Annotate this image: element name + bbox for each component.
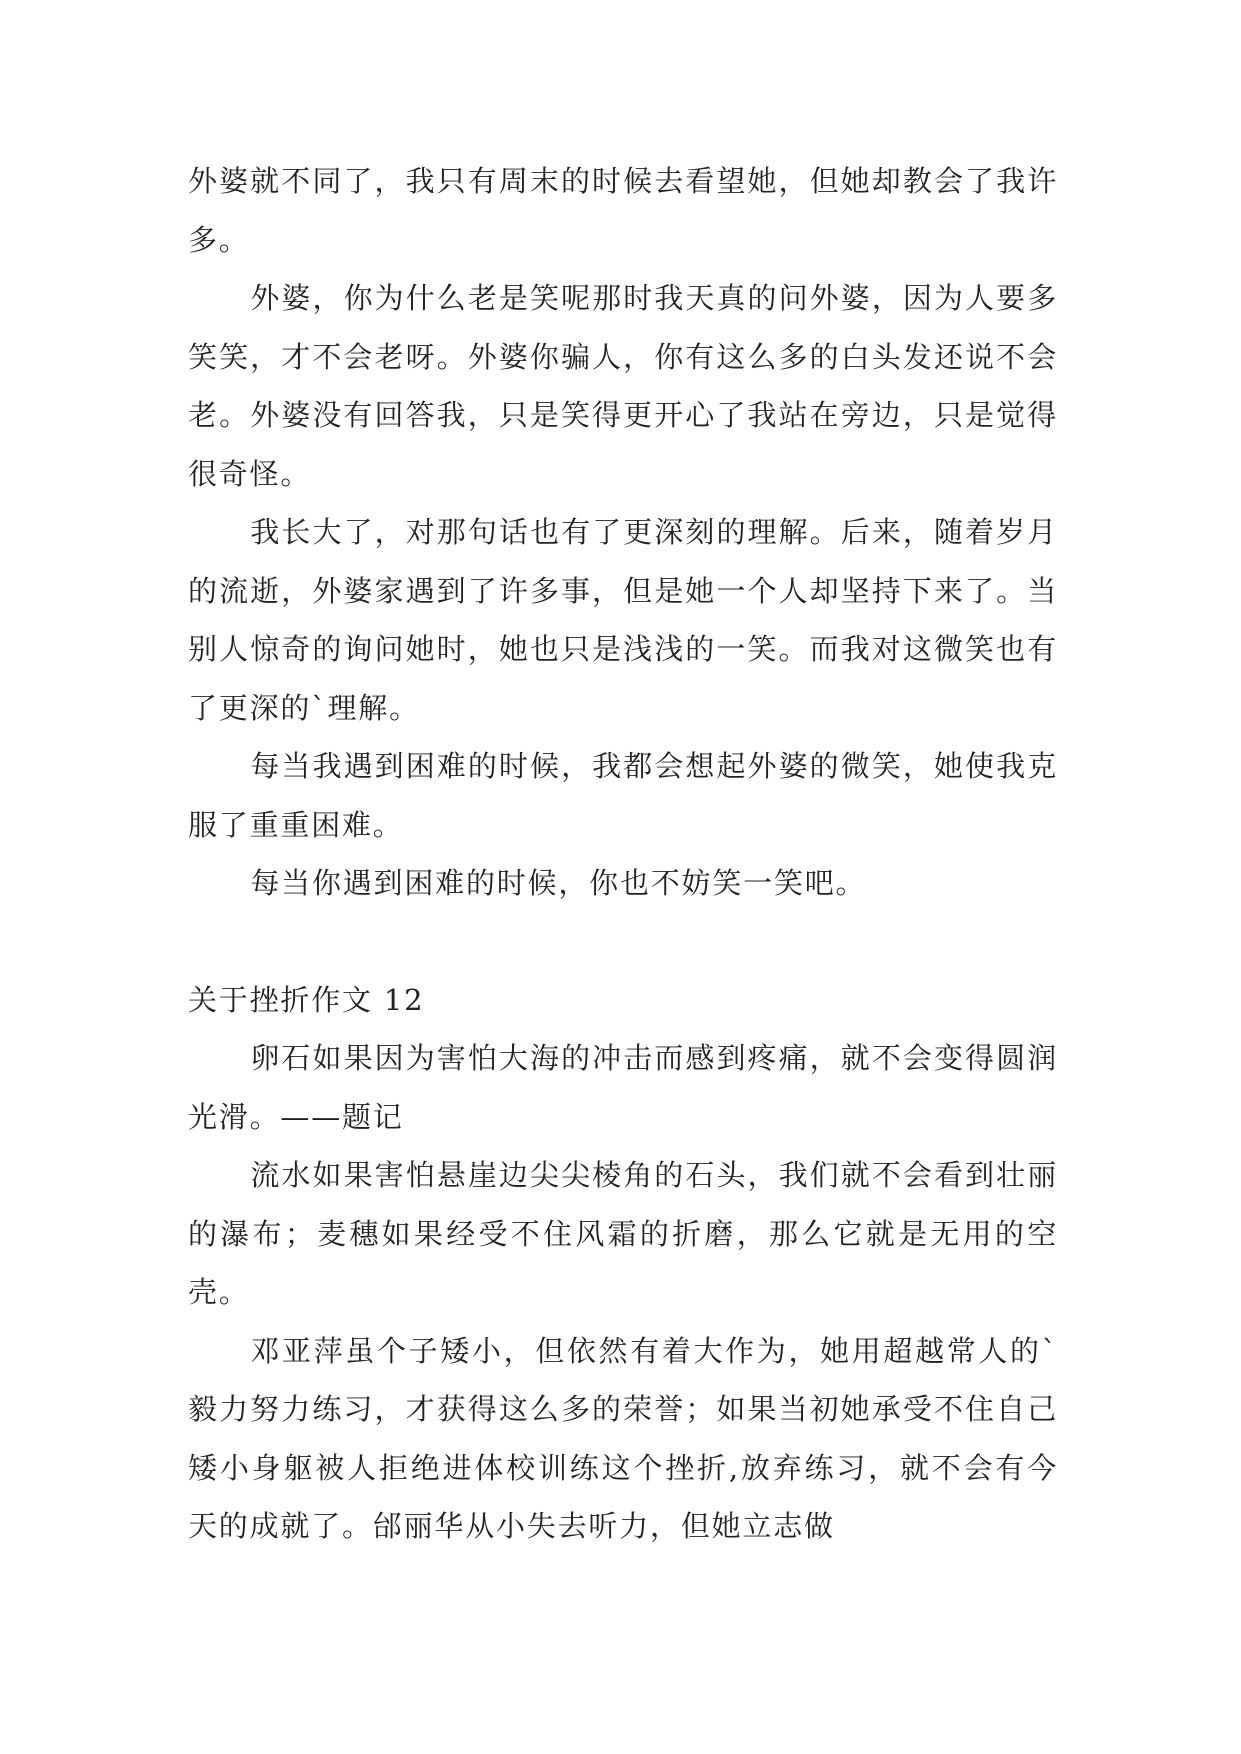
paragraph: 我长大了，对那句话也有了更深刻的理解。后来，随着岁月的流逝，外婆家遇到了许多事，但是她一个人却坚持下来了。当别人惊奇的询问她时，她也只是浅浅的一笑。而我对这微笑也有了更深的`理解。 xyxy=(188,515,1058,725)
section-gap xyxy=(188,913,1058,971)
paragraph: 卵石如果因为害怕大海的冲击而感到疼痛，就不会变得圆润光滑。——题记 xyxy=(188,1041,1058,1134)
section-title: 关于挫折作文 12 xyxy=(188,982,425,1017)
document-body xyxy=(188,152,1058,1556)
paragraph: 外婆，你为什么老是笑呢那时我天真的问外婆，因为人要多笑笑，才不会老呀。外婆你骗人，你有这么多的白头发还说不会老。外婆没有回答我，只是笑得更开心了我站在旁边，只是觉得很奇怪。 xyxy=(188,281,1058,491)
paragraph: 每当你遇到困难的时候，你也不妨笑一笑吧。 xyxy=(250,866,867,900)
paragraph: 邓亚萍虽个子矮小，但依然有着大作为，她用超越常人的`毅力努力练习，才获得这么多的荣誉；如果当初她承受不住自己矮小身躯被人拒绝进体校训练这个挫折,放弃练习，就不会有今天的成就了。邰丽华从小失去听力，但她立志做 xyxy=(188,1333,1058,1543)
paragraph: 流水如果害怕悬崖边尖尖棱角的石头，我们就不会看到壮丽的瀑布；麦穗如果经受不住风霜的折磨，那么它就是无用的空壳。 xyxy=(188,1158,1058,1309)
paragraph: 每当我遇到困难的时候，我都会想起外婆的微笑，她使我克服了重重困难。 xyxy=(188,749,1058,842)
paragraph: 外婆就不同了，我只有周末的时候去看望她，但她却教会了我许多。 xyxy=(188,164,1058,257)
